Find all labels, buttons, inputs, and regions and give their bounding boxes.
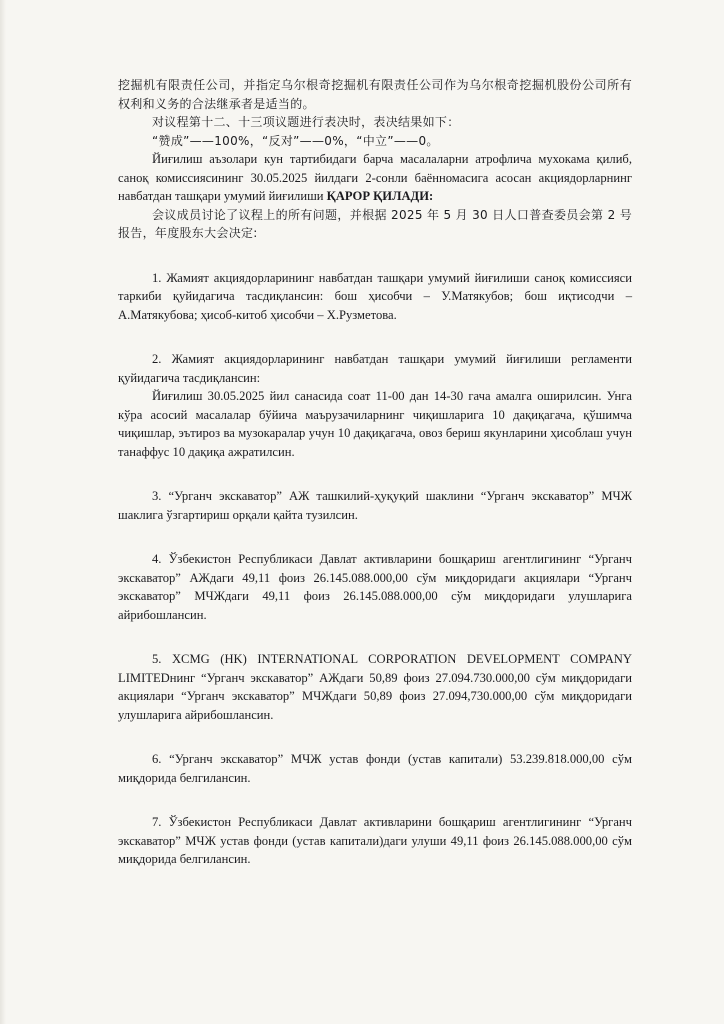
zh-intro-paragraph: 挖掘机有限责任公司，并指定乌尔根奇挖掘机有限责任公司作为乌尔根奇挖掘机股份公司所有权利和义务的合法继承者是适当的。 (118, 78, 632, 111)
decision-item-2-detail: Йиғилиш 30.05.2025 йил санасида соат 11-00 дан 14-30 гача амалга оширилсин. Унга кўра асосий масалалар бўйича маърузачиларнинг чиқишларига 10 дақиқагача, қўшимча чиқишлар, эътироз ва музокаралар учун 10 дақиқагача, овоз бериш якунларини ҳисоблаш учун танаффус 10 дақиқа ажратилсин. (118, 389, 632, 459)
decision-item-2: 2. Жамият акциядорларининг навбатдан ташқари умумий йиғилиши регламенти қуйидагича тасдиқлансин: (118, 352, 632, 385)
uz-decision-text: Йиғилиш аъзолари кун тартибидаги барча масалаларни атрофлича мухокама қилиб, саноқ комиссиясининг 30.05.2025 йилдаги 2-сонли баённомасига асосан акциядорларнинг навбатдан ташқари умумий йиғилиши (118, 152, 632, 203)
decision-item-7: 7. Ўзбекистон Республикаси Давлат активларини бошқариш агентлигининг “Урганч экскаватор” МЧЖ устав фонди (устав капитали)даги улуши 49,11 фоиз 26.145.088.000,00 сўм миқдорида белгилансин. (118, 815, 632, 866)
decision-item-1: 1. Жамият акциядорларининг навбатдан ташқари умумий йиғилиши саноқ комиссияси таркиби қуйидагича тасдиқлансин: бош ҳисобчи – У.Матякубов; бош иқтисодчи – А.Матякубова; ҳисоб-китоб ҳисобчи – Х.Рузметова. (118, 270, 632, 322)
decision-item-3: 3. “Урганч экскаватор” АЖ ташкилий-ҳуқуқий шаклини “Урганч экскаватор” МЧЖ шаклига ўзгартириш орқали қайта тузилсин. (118, 489, 632, 522)
decision-item-6: 6. “Урганч экскаватор” МЧЖ устав фонди (устав капитали) 53.239.818.000,00 сўм миқдорида белгилансин. (118, 752, 632, 785)
zh-decision-paragraph: 会议成员讨论了议程上的所有问题，并根据 2025 年 5 月 30 日人口普查委员会第 2 号报告，年度股东大会决定: (118, 207, 632, 240)
uz-decision-heading: ҚАРОР ҚИЛАДИ: (326, 189, 434, 203)
scan-edge-shadow (0, 0, 6, 1024)
zh-vote-result: “赞成”——100%，“反对”——0%，“中立”——0。 (152, 133, 439, 148)
decision-item-5: 5. XCMG (HK) INTERNATIONAL CORPORATION DEVELOPMENT COMPANY LIMITEDнинг “Урганч экскаватор” АЖдаги 50,89 фоиз 27.094.730.000,00 сўм миқдоридаги акциялари “Урганч экскаватор” МЧЖдаги 50,89 фоиз 27.094,730.000,00 сўм миқдоридаги улушларига айрибошлансин. (118, 652, 632, 722)
uz-decision-paragraph (118, 150, 632, 206)
zh-vote-intro: 对议程第十二、十三项议题进行表决时，表决结果如下： (152, 115, 460, 129)
decision-item-4: 4. Ўзбекистон Республикаси Давлат активларини бошқариш агентлигининг “Урганч экскаватор” АЖдаги 49,11 фоиз 26.145.088.000,00 сўм миқдоридаги акциялари “Урганч экскаватор” МЧЖдаги 49,11 фоиз 26.145.088.000,00 сўм миқдоридаги улушларига айрибошлансин. (118, 552, 632, 622)
